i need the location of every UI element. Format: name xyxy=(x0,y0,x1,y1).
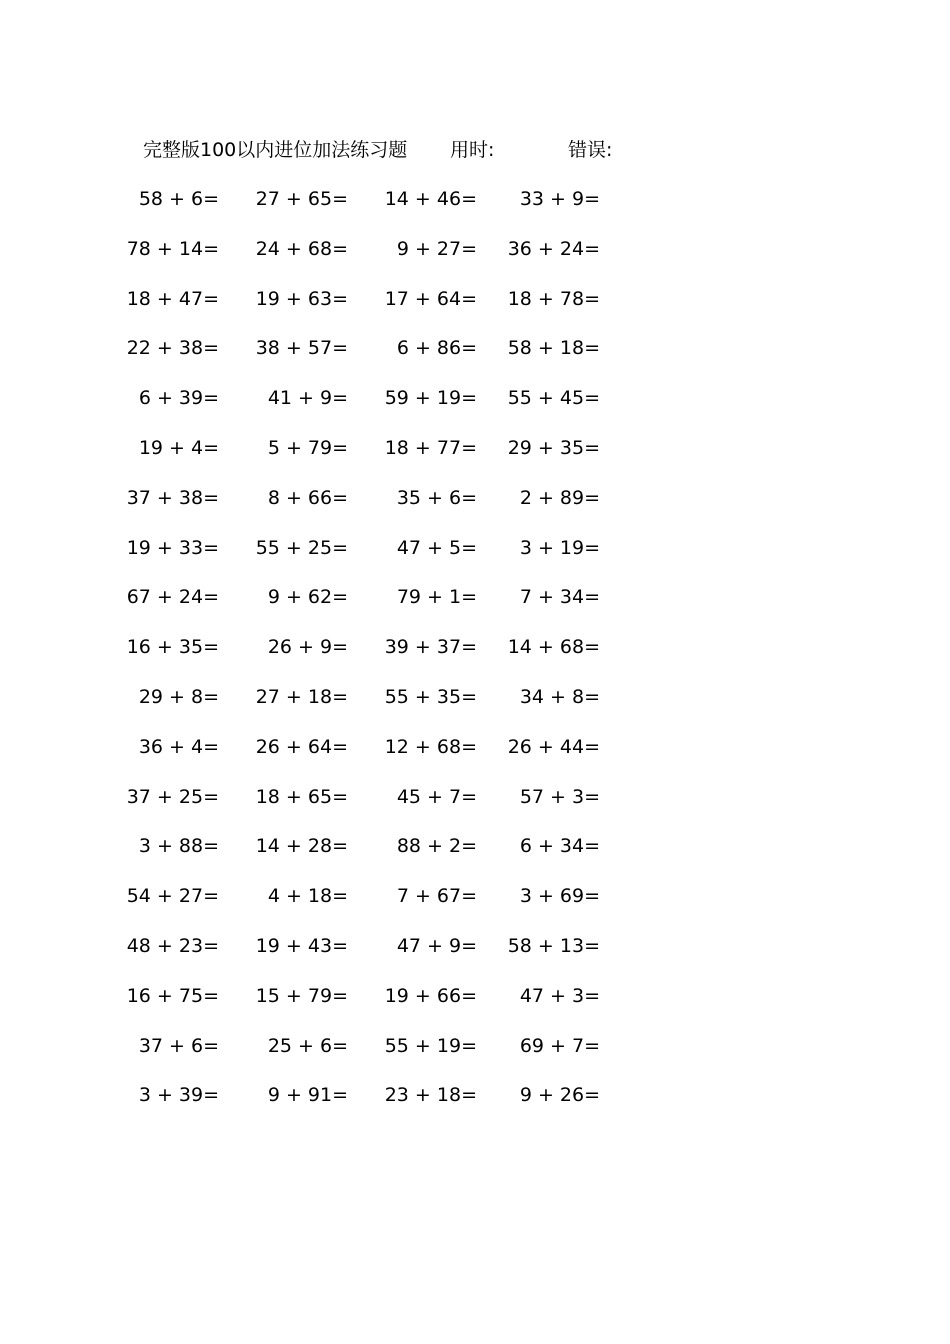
time-label: 用时: xyxy=(450,139,495,161)
problem-item: 26 + 64= xyxy=(255,735,348,758)
problem-item: 19 + 33= xyxy=(126,536,219,559)
problem-item: 69 + 7= xyxy=(519,1034,600,1057)
problem-item: 19 + 66= xyxy=(384,984,477,1007)
problem-item: 58 + 18= xyxy=(507,337,600,360)
problem-item: 9 + 27= xyxy=(396,237,477,260)
problem-item: 2 + 89= xyxy=(519,486,600,509)
problem-item: 88 + 2= xyxy=(396,835,477,858)
problem-item: 3 + 39= xyxy=(138,1084,219,1107)
problem-item: 27 + 65= xyxy=(255,188,348,210)
problem-item: 12 + 68= xyxy=(384,735,477,758)
problem-item: 39 + 37= xyxy=(384,636,477,659)
problem-item: 14 + 28= xyxy=(255,835,348,858)
problem-item: 6 + 86= xyxy=(396,337,477,360)
problem-item: 19 + 43= xyxy=(255,935,348,957)
problem-item: 37 + 38= xyxy=(126,486,219,509)
problem-item: 18 + 65= xyxy=(255,785,348,808)
problem-item: 36 + 4= xyxy=(138,735,219,758)
problem-item: 55 + 45= xyxy=(507,387,600,410)
problem-item: 35 + 6= xyxy=(396,486,477,509)
problem-item: 59 + 19= xyxy=(384,387,477,410)
problem-item: 23 + 18= xyxy=(384,1084,477,1107)
problem-item: 14 + 46= xyxy=(384,188,477,210)
problem-item: 58 + 13= xyxy=(507,935,600,957)
problem-item: 36 + 24= xyxy=(507,237,600,260)
problem-item: 47 + 9= xyxy=(396,935,477,957)
problem-item: 55 + 25= xyxy=(255,536,348,559)
problem-item: 55 + 19= xyxy=(384,1034,477,1057)
problem-item: 17 + 64= xyxy=(384,287,477,310)
problem-item: 37 + 6= xyxy=(138,1034,219,1057)
problem-item: 14 + 68= xyxy=(507,636,600,659)
problem-item: 3 + 88= xyxy=(138,835,219,858)
problem-item: 22 + 38= xyxy=(126,337,219,360)
problem-item: 18 + 77= xyxy=(384,437,477,459)
problem-item: 55 + 35= xyxy=(384,686,477,708)
problem-item: 45 + 7= xyxy=(396,785,477,808)
problem-item: 5 + 79= xyxy=(267,437,348,459)
problem-item: 41 + 9= xyxy=(267,387,348,410)
problem-item: 9 + 62= xyxy=(267,586,348,609)
problem-item: 67 + 24= xyxy=(126,586,219,609)
problem-item: 8 + 66= xyxy=(267,486,348,509)
worksheet-title: 完整版100以内进位加法练习题 xyxy=(143,139,408,161)
problem-item: 37 + 25= xyxy=(126,785,219,808)
problem-item: 7 + 34= xyxy=(519,586,600,609)
problem-item: 19 + 4= xyxy=(138,437,219,459)
problem-item: 7 + 67= xyxy=(396,885,477,908)
problem-item: 16 + 75= xyxy=(126,984,219,1007)
problem-item: 9 + 91= xyxy=(267,1084,348,1107)
problem-item: 54 + 27= xyxy=(126,885,219,908)
problem-item: 48 + 23= xyxy=(126,935,219,957)
problem-item: 47 + 5= xyxy=(396,536,477,559)
problem-item: 24 + 68= xyxy=(255,237,348,260)
problem-item: 6 + 39= xyxy=(138,387,219,410)
problem-item: 18 + 47= xyxy=(126,287,219,310)
problem-item: 27 + 18= xyxy=(255,686,348,708)
problem-item: 26 + 9= xyxy=(267,636,348,659)
problem-item: 6 + 34= xyxy=(519,835,600,858)
error-label: 错误: xyxy=(568,139,613,161)
problem-item: 9 + 26= xyxy=(519,1084,600,1107)
problem-item: 19 + 63= xyxy=(255,287,348,310)
problem-item: 57 + 3= xyxy=(519,785,600,808)
problem-item: 15 + 79= xyxy=(255,984,348,1007)
problem-item: 34 + 8= xyxy=(519,686,600,708)
problem-item: 26 + 44= xyxy=(507,735,600,758)
problem-item: 25 + 6= xyxy=(267,1034,348,1057)
problem-item: 38 + 57= xyxy=(255,337,348,360)
problem-item: 29 + 35= xyxy=(507,437,600,459)
problem-item: 47 + 3= xyxy=(519,984,600,1007)
problem-item: 18 + 78= xyxy=(507,287,600,310)
problem-item: 3 + 69= xyxy=(519,885,600,908)
problem-item: 78 + 14= xyxy=(126,237,219,260)
problem-item: 33 + 9= xyxy=(519,188,600,210)
problem-item: 79 + 1= xyxy=(396,586,477,609)
problem-item: 4 + 18= xyxy=(267,885,348,908)
problem-item: 58 + 6= xyxy=(138,188,219,210)
problem-item: 16 + 35= xyxy=(126,636,219,659)
problem-item: 3 + 19= xyxy=(519,536,600,559)
problem-item: 29 + 8= xyxy=(138,686,219,708)
